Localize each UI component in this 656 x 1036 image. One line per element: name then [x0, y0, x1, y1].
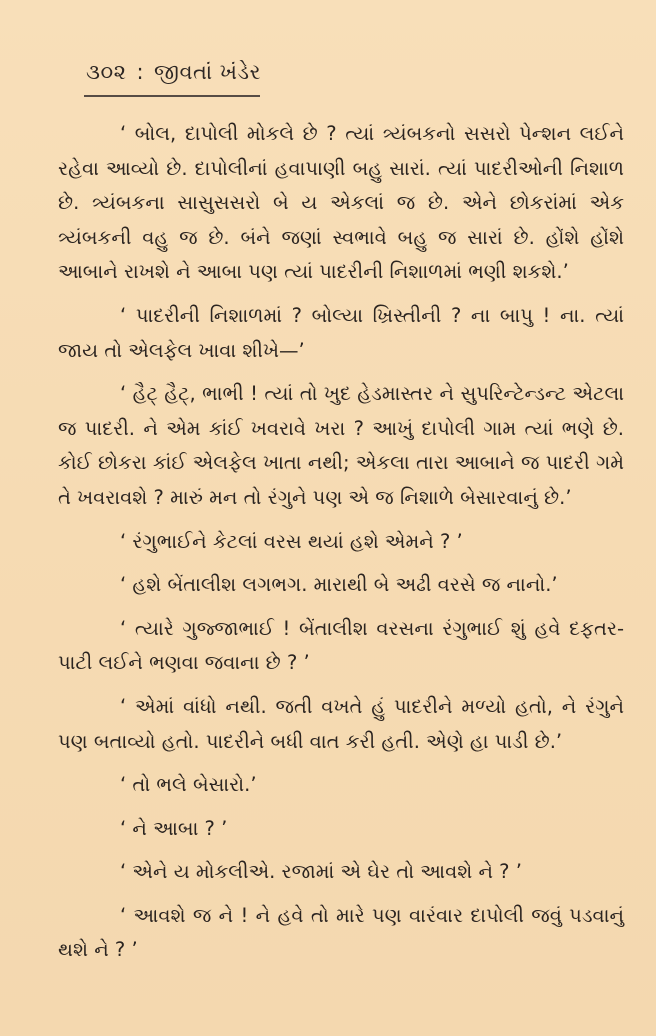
header-separator: : [136, 60, 145, 84]
paragraph: ‘ રંગુભાઈને કેટલાં વરસ થયાં હશે એમને ? ’ [120, 529, 463, 553]
paragraph: ‘ ત્યારે ગુજ્જાભાઈ ! બેંતાલીશ વરસના રંગુભાઈ શું હવે દફતર-પાટી લઈને ભણવા જવાના છે ? ’ [58, 616, 624, 675]
header-underline [84, 95, 260, 97]
paragraph: ‘ તો ભલે બેસારો.’ [120, 773, 257, 797]
paragraph: ‘ પાદરીની નિશાળમાં ? બોલ્યા ખ્રિસ્તીની ? ના બાપુ ! ના. ત્યાં જાય તો એલફેલ ખાવા શીખે—’ [58, 303, 624, 362]
paragraph: ‘ હશે બેંતાલીશ લગભગ. મારાથી બે અઢી વરસે જ નાનો.’ [120, 573, 558, 597]
page-number: ૩૦૨ [86, 60, 127, 84]
book-title: જીવતાં ખંડેર [154, 60, 261, 84]
paragraph: ‘ આવશે જ ને ! ને હવે તો મારે પણ વારંવાર દાપોલી જવું પડવાનું થશે ને ? ’ [58, 903, 624, 962]
paragraph: ‘ ને આબા ? ’ [120, 816, 228, 840]
paragraph: ‘ હૈટ્ હૈટ્, ભાભી ! ત્યાં તો ખુદ હેડમાસ્તર ને સુપરિન્ટેન્ડન્ટ એટલા જ પાદરી. ને એમ કાંઈ ખવરાવે ખરા ? આખું દાપોલી ગામ ત્યાં ભણે છે. કોઈ છોકરા કાંઈ એલફેલ ખાતા નથી; એકલા તારા આબાને જ પાદરી ગમે તે ખવરાવશે ? મારું મન તો રંગુને પણ એ જ નિશાળે બેસારવાનું છે.’ [58, 382, 624, 509]
paragraph: ‘ એને ય મોકલીએ. રજામાં એ ઘેર તો આવશે ને ? ’ [120, 860, 522, 884]
paragraph: ‘ બોલ, દાપોલી મોકલે છે ? ત્યાં ત્ર્યંબકનો સસરો પેન્શન લઈને રહેવા આવ્યો છે. દાપોલીનાં હવાપાણી બહુ સારાં. ત્યાં પાદરીઓની નિશાળ છે. ત્ર્યંબકના સાસુસસરો બે ય એકલાં જ છે. એને છોકરાંમાં એક ત્ર્યંબકની વહુ જ છે. બંને જણાં સ્વભાવે બહુ જ સારાં છે. હોંશે હોંશે આબાને રાખશે ને આબા પણ ત્યાં પાદરીની નિશાળમાં ભણી શકશે.’ [58, 122, 624, 284]
page-body [58, 117, 624, 968]
paragraph: ‘ એમાં વાંધો નથી. જતી વખતે હું પાદરીને મળ્યો હતો, ને રંગુને પણ બતાવ્યો હતો. પાદરીને બધી વાત કરી હતી. એણે હા પાડી છે.’ [58, 694, 624, 753]
running-header [86, 60, 261, 85]
